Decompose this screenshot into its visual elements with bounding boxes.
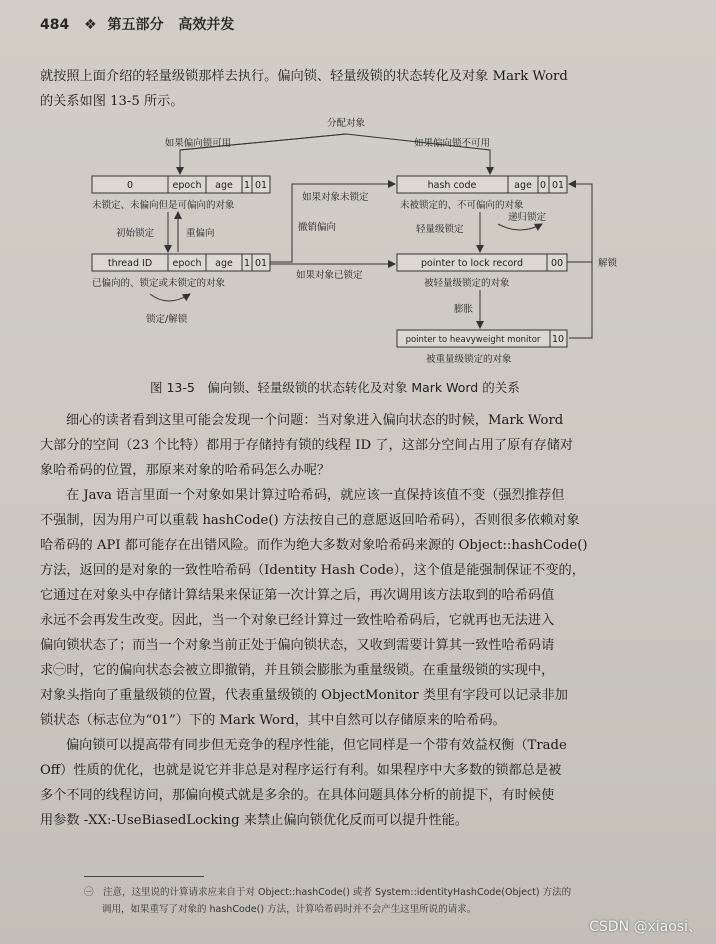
caption-pointer-lock: 被轻量级锁定的对象 (424, 278, 510, 289)
recursive-lock-arrow (498, 224, 542, 230)
lock-unlock-arrow (150, 294, 190, 301)
if-locked-label: 如果对象已锁定 (296, 270, 363, 281)
page-number: 484 (40, 17, 70, 33)
hash-cell-bits: 01 (551, 180, 565, 191)
left-branch-label: 如果偏向锁可用 (164, 138, 232, 149)
text-line: 的关系如图 13-5 所示。 (40, 94, 184, 109)
text-line: 大部分的空间（23 个比特）都用于存储持有锁的线程 ID 了，这部分空间占用了原有存储对 (40, 438, 574, 453)
biased-cell-age: age (215, 258, 233, 269)
hash-cell-flag: 0 (539, 180, 547, 191)
hash-cell-age: age (514, 180, 532, 191)
right-branch-label: 如果偏向锁不可用 (413, 138, 491, 149)
pointer-lock-cell: pointer to lock record (420, 258, 524, 269)
rebias-label: 重偏向 (186, 228, 215, 239)
text-line: 就按照上面介绍的轻量级锁那样去执行。偏向锁、轻量级锁的状态转化及对象 Mark Word (40, 69, 568, 84)
text-line: 象哈希码的位置，那原来对象的哈希码怎么办呢？ (40, 463, 331, 478)
footnote-line: 调用，如果重写了对象的 hashCode() 方法，计算哈希码时并不会产生这里所说的请求。 (102, 904, 477, 915)
footnote-line: ㊀ 注意，这里说的计算请求应来自于对 Object::hashCode() 或者 System::identityHashCode(Object) 方法的 (84, 887, 572, 898)
paragraph-3 (40, 733, 672, 833)
hash-cell-hash: hash code (427, 180, 477, 191)
lock-state-diagram (80, 112, 640, 372)
diamond-icon: ❖ (84, 17, 97, 33)
caption-biased: 已偏向的、锁定或未锁定的对象 (92, 278, 226, 289)
paragraph-1 (40, 408, 672, 483)
biased-cell-bits: 01 (254, 258, 268, 269)
text-line: 用参数 -XX:-UseBiasedLocking 来禁止偏向锁优化反而可以提升性能。 (40, 813, 468, 828)
unbiased-cell-epoch: epoch (172, 180, 202, 191)
caption-unbiased: 未锁定、未偏向但是可偏向的对象 (92, 200, 235, 211)
figure-caption: 图 13-5 偏向锁、轻量级锁的状态转化及对象 Mark Word 的关系 (150, 380, 520, 395)
text-line: 细心的读者看到这里可能会发现一个问题：当对象进入偏向状态的时候，Mark Word (66, 413, 564, 428)
top-label: 分配对象 (326, 118, 366, 129)
init-lock-label: 初始锁定 (116, 228, 155, 239)
part-title: 第五部分 (107, 17, 164, 33)
text-line: 它通过在对象头中存储计算结果来保证第一次计算之后，再次调用该方法取到的哈希码值 (40, 588, 555, 603)
unbiased-cell-0: 0 (126, 180, 134, 191)
text-line: 对象头指向了重量级锁的位置，代表重量级锁的 ObjectMonitor 类里有字段可以记录非加 (40, 688, 568, 703)
footnote-divider (84, 876, 204, 877)
text-line: 求㊀时，它的偏向状态会被立即撤销，并且锁会膨胀为重量级锁。在重量级锁的实现中， (40, 663, 555, 678)
lightweight-lock-label: 轻量级锁定 (416, 224, 464, 235)
footnote (84, 884, 664, 918)
if-not-locked-label: 如果对象未锁定 (302, 192, 369, 203)
biased-cell-flag: 1 (243, 258, 251, 269)
inflate-label: 膨胀 (454, 304, 474, 315)
biased-cell-thread: thread ID (107, 258, 153, 269)
intro-paragraph (40, 64, 672, 114)
text-line: 锁状态（标志位为“01”）下的 Mark Word，其中自然可以存储原来的哈希码。 (40, 713, 506, 728)
page-header (40, 14, 234, 34)
unlock-label: 解锁 (598, 258, 618, 269)
unlock-line-bottom (569, 262, 592, 338)
biased-cell-epoch: epoch (172, 258, 202, 269)
heavy-cell: pointer to heavyweight monitor (405, 335, 541, 345)
heavy-bits: 10 (551, 334, 565, 345)
text-line: 在 Java 语言里面一个对象如果计算过哈希码，就应该一直保持该值不变（强烈推荐但 (66, 488, 565, 503)
text-line: 偏向锁状态了；而当一个对象当前正处于偏向锁状态，又收到需要计算其一致性哈希码请 (40, 638, 555, 653)
revoke-bias-label: 撤销偏向 (298, 222, 337, 233)
unbiased-cell-age: age (215, 180, 233, 191)
unbiased-cell-bits: 01 (254, 180, 268, 191)
unlock-arrow-top (567, 184, 592, 262)
text-line: 哈希码的 API 都可能存在出错风险。而作为绝大多数对象哈希码来源的 Object::hashCode() (40, 538, 588, 553)
text-line: 多个不同的线程访问，那偏向模式就是多余的。在具体问题具体分析的前提下，有时候使 (40, 788, 555, 803)
text-line: 偏向锁可以提高带有同步但无竞争的程序性能，但它同样是一个带有效益权衡（Trade (66, 738, 567, 753)
caption-hash: 未被锁定的、不可偏向的对象 (400, 200, 524, 211)
caption-heavy: 被重量级锁定的对象 (426, 354, 512, 365)
recursive-lock-label: 递归锁定 (508, 212, 547, 223)
unbiased-cell-flag: 1 (243, 180, 251, 191)
chapter-title: 高效并发 (178, 17, 235, 33)
csdn-watermark: CSDN @xiaosi、 (589, 919, 702, 935)
text-line: Off）性质的优化，也就是说它并非总是对程序运行有利。如果程序中大多数的锁都总是被 (40, 763, 562, 778)
pointer-lock-bits: 00 (550, 258, 564, 269)
text-line: 不强制，因为用户可以重载 hashCode() 方法按自己的意愿返回哈希码），否则很多依赖对象 (40, 513, 580, 528)
text-line: 方法，返回的是对象的一致性哈希码（Identity Hash Code），这个值是能强制保证不变的， (40, 563, 585, 578)
lock-unlock-label: 锁定/解锁 (146, 314, 188, 325)
paragraph-2 (40, 483, 672, 733)
text-line: 永远不会再发生改变。因此，当一个对象已经计算过一致性哈希码后，它就再也无法进入 (40, 613, 555, 628)
